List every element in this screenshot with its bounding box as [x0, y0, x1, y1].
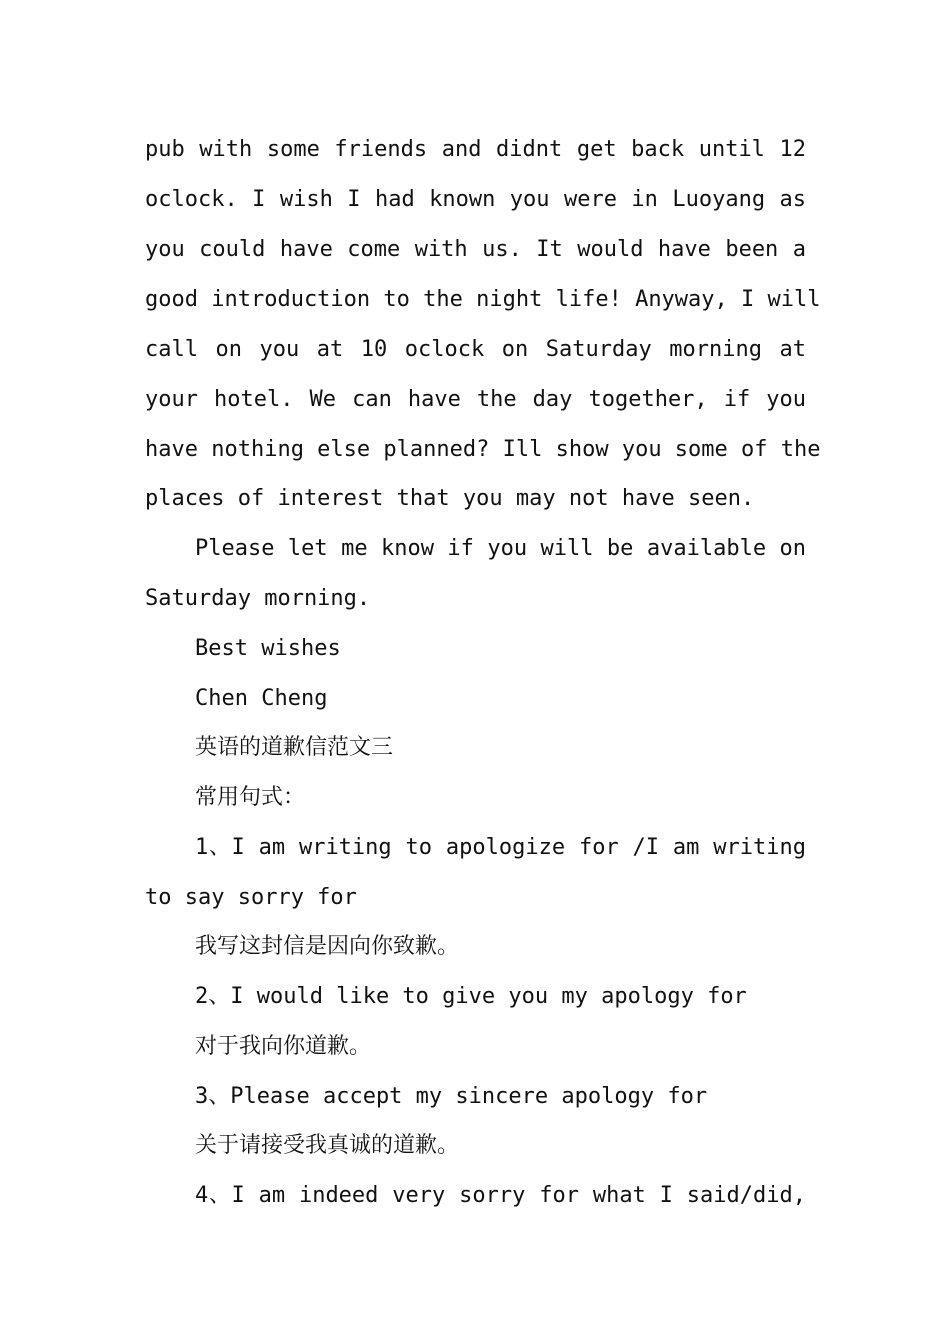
list-item-line: 4、I am indeed very sorry for what I said/did,	[195, 1183, 806, 1208]
list-item-translation: 我写这封信是因向你致歉。	[195, 934, 460, 959]
list-item-line: to say sorry for	[145, 885, 357, 910]
body-text-line: pub with some friends and didnt get back until 12	[145, 137, 806, 162]
body-text-line: have nothing else planned? Ill show you some of the	[145, 437, 821, 462]
section-heading: 英语的道歉信范文三	[195, 735, 394, 760]
list-item-translation: 对于我向你道歉。	[195, 1034, 372, 1059]
list-item-line: 3、Please accept my sincere apology for	[195, 1084, 708, 1109]
body-text-line: Saturday morning.	[145, 586, 371, 611]
body-text-line: oclock. I wish I had known you were in Luoyang as	[145, 187, 806, 212]
list-item-line: 1、I am writing to apologize for /I am writing	[195, 835, 806, 860]
subheading: 常用句式：	[195, 785, 306, 810]
body-text-line: you could have come with us. It would have been a	[145, 237, 806, 262]
body-text-line: your hotel. We can have the day together, if you	[145, 387, 806, 412]
list-item-translation: 关于请接受我真诚的道歉。	[195, 1133, 460, 1158]
body-text-line: good introduction to the night life! Anyway, I will	[145, 287, 821, 312]
closing-text: Best wishes	[195, 636, 341, 661]
body-text-line: Please let me know if you will be available on	[195, 536, 806, 561]
body-text-line: call on you at 10 oclock on Saturday morning at	[145, 337, 806, 362]
list-item-line: 2、I would like to give you my apology for	[195, 984, 747, 1009]
signature-text: Chen Cheng	[195, 686, 328, 711]
body-text-line: places of interest that you may not have seen.	[145, 486, 755, 511]
